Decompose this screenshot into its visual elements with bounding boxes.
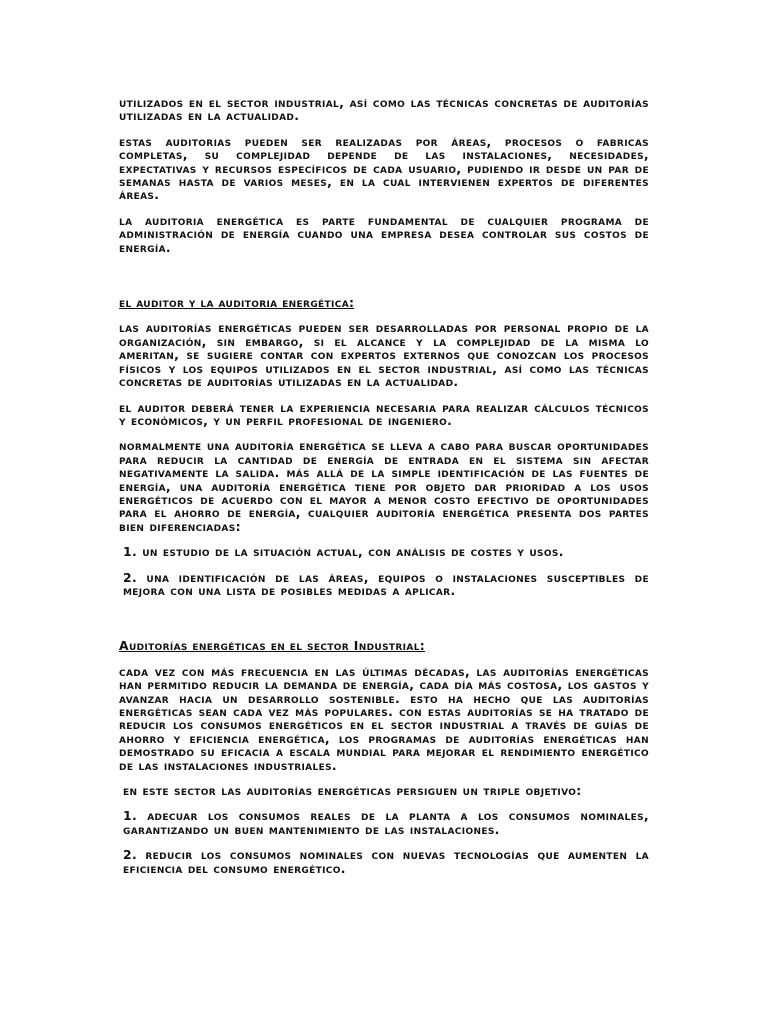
paragraph-auditoria-importance: la auditoria energética es parte fundamental de cualquier programa de administración de energía cuando una empresa desea controlar sus costos de energía. (119, 212, 649, 255)
paragraph-auditoria-purpose: normalmente una auditoría energética se lleva a cabo para buscar oportunidades para reducir la cantidad de energía de entrada en el sistema sin afectar negativamente la salida. más allá de la simple identificación de las fuentes de energía, una auditoría energética tiene por objeto dar prioridad a los usos energéticos de acuerdo con el mayor a menor costo efectivo de oportunidades para el ahorro de energía, cualquier auditoría energética presenta dos partes bien diferenciadas: (119, 438, 649, 534)
paragraph-auditor-profile: el auditor deberá tener la experiencia necesaria para realizar cálculos técnicos y económicos, y un perfil profesional de ingeniero. (119, 399, 649, 428)
section-heading-industrial: Auditorías energéticas en el sector Industrial: (119, 638, 426, 654)
paragraph-industrial-history: cada vez con más frecuencia en las últimas décadas, las auditorías energéticas han permitido reducir la demanda de energía, cada día más costosa, los gastos y avanzar hacia un desarrollo sostenible. esto ha hecho que las auditorías energéticas sean cada vez más populares. con estas auditorías se ha tratado de reducir los consumos energéticos en el sector industrial a través de guías de ahorro y eficiencia energética, los programas de auditorías energéticas han demostrado su eficacia a escala mundial para mejorar el rendimiento energético de las instalaciones industriales. (119, 663, 649, 773)
list-item-adecuar: 1. adecuar los consumos reales de la planta a los consumos nominales, garantizando un buen mantenimiento de las instalaciones. (123, 808, 649, 837)
list-item-estudio: 1. un estudio de la situación actual, con análisis de costes y usos. (123, 544, 564, 560)
paragraph-intro-continuation: utilizados en el sector industrial, así como las técnicas concretas de auditorías utilizadas en la actualidad. (119, 95, 649, 124)
list-item-reducir: 2. reducir los consumos nominales con nuevas tecnologías que aumenten la eficiencia del consumo energético. (123, 847, 649, 876)
section-spacer (119, 609, 649, 639)
paragraph-auditorias-scope: estas auditorias pueden ser realizadas por áreas, procesos o fabricas completas, su complejidad depende de las instalaciones, necesidades, expectativas y recursos específicos de cada usuario, pudiendo ir desde un par de semanas hasta de varios meses, en la cual intervienen expertos de diferentes áreas. (119, 133, 649, 203)
document-page (119, 96, 649, 887)
section-heading-auditor: el auditor y la auditoria energética: (119, 295, 355, 311)
section-spacer (119, 266, 649, 296)
list-item-identificacion: 2. una identificación de las áreas, equipos o instalaciones susceptibles de mejora con una lista de posibles medidas a aplicar. (123, 569, 649, 598)
paragraph-auditor-personal: las auditorías energéticas pueden ser desarrolladas por personal propio de la organización, sin embargo, si el alcance y la complejidad de la misma lo ameritan, se sugiere contar con expertos externos que conozcan los procesos físicos y los equipos utilizados en el sector industrial, así como las técnicas concretas de auditorías utilizadas en la actualidad. (119, 320, 649, 390)
paragraph-triple-objetivo: en este sector las auditorías energéticas persiguen un triple objetivo: (123, 783, 582, 799)
